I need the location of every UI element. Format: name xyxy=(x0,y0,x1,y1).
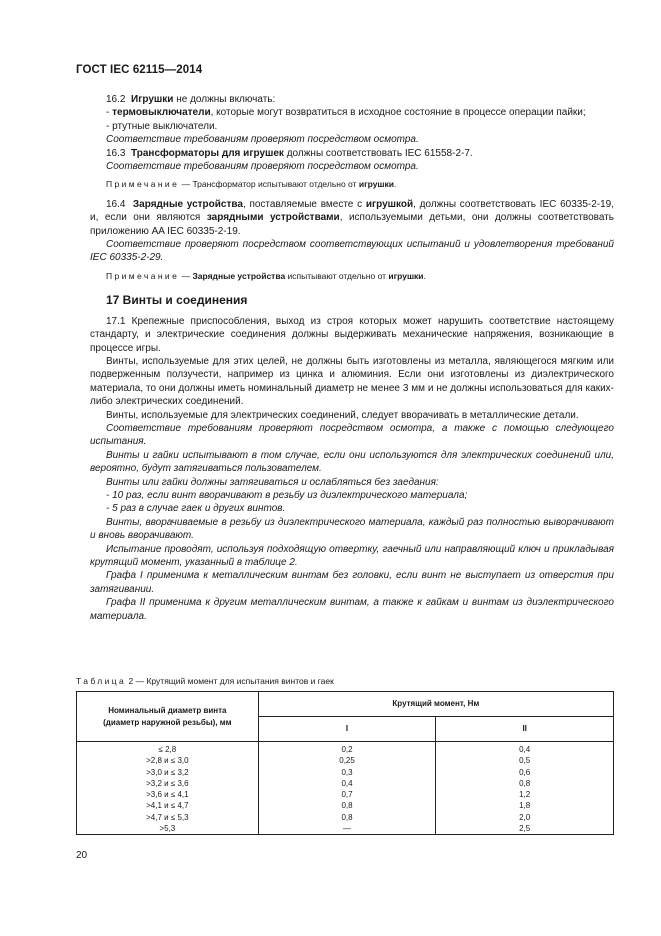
list-dash: - xyxy=(106,107,110,119)
clause-16-2-intro xyxy=(90,93,614,106)
clause-text: , поставляемые вместе с xyxy=(242,198,363,210)
cell-torque-ii: 0,4 xyxy=(436,742,614,756)
column-header-diameter xyxy=(77,692,259,742)
cell-torque-ii: 1,2 xyxy=(436,789,614,800)
clause-term: Трансформаторы для игрушек xyxy=(131,147,284,159)
table-2-caption xyxy=(76,676,334,686)
table-row xyxy=(77,800,614,811)
clause-16-3 xyxy=(90,147,614,160)
cell-torque-ii: 1,8 xyxy=(436,800,614,811)
header-line: (диаметр наружной резьбы), мм xyxy=(103,717,232,727)
cell-torque-i: 0,3 xyxy=(258,767,436,778)
note-term: Зарядные устройства xyxy=(192,270,286,281)
cell-diameter: >2,8 и ≤ 3,0 xyxy=(77,755,259,766)
cell-torque-ii: 0,6 xyxy=(436,767,614,778)
column-header-torque: Крутящий момент, Нм xyxy=(258,692,613,717)
torque-table xyxy=(76,691,614,835)
note-term: игрушки xyxy=(388,270,424,281)
cell-diameter: >4,1 и ≤ 4,7 xyxy=(77,800,259,811)
table-row xyxy=(77,789,614,800)
term-thermoswitch: термовыключатели xyxy=(112,107,211,119)
item-text: , которые могут возвратиться в исходное состояние в процессе операции пайки; xyxy=(210,107,586,119)
page-number: 20 xyxy=(76,850,88,861)
table-row xyxy=(77,812,614,823)
list-item-10-times: - 10 раз, если винт вворачивают в резьбу из диэлектрического материала; xyxy=(106,489,468,501)
clause-16-3-check: Соответствие требованиям проверяют посредством осмотра. xyxy=(106,161,419,173)
cell-torque-i: 0,2 xyxy=(258,742,436,756)
paragraph-screws-material: Винты, используемые для этих целей, не должны быть изготовлены из металла, являющегося мягким или подверженным ползучести, например из цинка и алюминия. Если они изготовлены из диэлектрического материала, то они должны иметь номинальный диаметр не менее 3 мм и не должны использоваться для каких-либо электрических соединений. xyxy=(90,355,614,408)
note-end: . xyxy=(423,270,426,281)
note-text: испытывают отдельно от xyxy=(287,270,387,281)
cell-torque-ii: 2,0 xyxy=(436,812,614,823)
note-text: — Трансформатор испытывают отдельно от xyxy=(181,179,357,190)
cell-diameter: >5,3 xyxy=(77,823,259,835)
clause-16-2-item-2: - ртутные выключатели. xyxy=(106,120,218,132)
cell-torque-i: 0,7 xyxy=(258,789,436,800)
section-17-title: 17 Винты и соединения xyxy=(106,293,248,308)
table-row xyxy=(77,767,614,778)
clause-number: 16.3 xyxy=(106,147,126,159)
list-item-5-times: - 5 раз в случае гаек и других винтов. xyxy=(106,503,286,515)
caption-label: Таблица xyxy=(76,676,127,686)
clause-number: 16.4 xyxy=(106,198,126,210)
cell-torque-ii: 0,8 xyxy=(436,778,614,789)
cell-diameter: >4,7 и ≤ 5,3 xyxy=(77,812,259,823)
cell-torque-i: 0,4 xyxy=(258,778,436,789)
note-16-4 xyxy=(90,270,614,283)
cell-diameter: >3,2 и ≤ 3,6 xyxy=(77,778,259,789)
clause-text: , должны соответствовать IEC 60335-2-19, и, если они являются xyxy=(90,198,615,224)
cell-torque-i: 0,25 xyxy=(258,755,436,766)
table-row xyxy=(77,755,614,766)
cell-diameter: ≤ 2,8 xyxy=(77,742,259,756)
cell-torque-ii: 2,5 xyxy=(436,823,614,835)
clause-text: , используемыми детьми, они должны соответствовать приложению AA IEC 60335-2-19. xyxy=(90,212,615,237)
clause-term: Зарядные устройства xyxy=(132,198,243,210)
term-toy: игрушкой xyxy=(365,198,414,210)
header-line: Номинальный диаметр винта xyxy=(108,705,227,715)
document-header: ГОСТ IEC 62115—2014 xyxy=(76,64,203,76)
clause-16-2-check: Соответствие требованиям проверяют посредством осмотра. xyxy=(106,134,419,146)
cell-torque-i: 0,8 xyxy=(258,812,436,823)
term-chargers: зарядными устройствами xyxy=(206,212,340,224)
clause-number: 16.2 xyxy=(106,94,126,105)
clause-17-1: 17.1 Крепежные приспособления, выход из строя которых может нарушить соответствие настоящему стандарту, и электрические соединения должны выдерживать механические напряжения, возникающие в процессе игры. xyxy=(90,315,614,354)
torque-table-body xyxy=(77,742,614,835)
paragraph-screws-electrical: Винты, используемые для электрических соединений, следует вворачивать в металлические детали. xyxy=(106,409,579,421)
cell-diameter: >3,0 и ≤ 3,2 xyxy=(77,767,259,778)
note-dash: — xyxy=(181,270,191,281)
cell-diameter: >3,6 и ≤ 4,1 xyxy=(77,789,259,800)
column-header-ii: II xyxy=(436,717,614,742)
cell-torque-i: — xyxy=(258,823,436,835)
table-row xyxy=(77,742,614,756)
clause-term: Игрушки xyxy=(131,94,174,105)
clause-text: не должны включать: xyxy=(176,94,276,105)
note-term: игрушки xyxy=(358,179,394,190)
note-label: Примечание xyxy=(106,270,180,281)
table-row xyxy=(77,778,614,789)
paragraph-compliance: Соответствие требованиям проверяют посредством осмотра, а также с помощью следующего испытания. xyxy=(90,422,614,448)
paragraph-tighten: Винты или гайки должны затягиваться и ослабляться без заедания: xyxy=(106,476,439,488)
clause-text: должны соответствовать IEC 61558-2-7. xyxy=(286,147,473,159)
clause-16-4-check: Соответствие проверяют посредством соответствующих испытаний и удовлетворения требований IEC 60335-2-29. xyxy=(90,239,614,264)
paragraph-test-scope: Винты и гайки испытывают в том случае, если они используются для электрических соединений или, вероятно, будут затягиваться пользователем. xyxy=(90,449,614,475)
paragraph-column-ii: Графа II применима к другим металлическим винтам, а также к гайкам и винтам из диэлектрического материала. xyxy=(90,597,614,622)
note-end: . xyxy=(393,179,397,190)
clause-16-4 xyxy=(90,198,614,238)
note-16-3 xyxy=(90,178,614,191)
paragraph-unscrew: Винты, вворачиваемые в резьбу из диэлектрического материала, каждый раз полностью выворачивают и вновь вворачивают. xyxy=(90,516,614,542)
caption-text: 2 — Крутящий момент для испытания винтов и гаек xyxy=(128,676,334,686)
table-row xyxy=(77,823,614,835)
clause-16-2-item-1 xyxy=(90,106,614,119)
note-label: Примечание xyxy=(106,179,180,190)
paragraph-column-i: Графа I применима к металлическим винтам без головки, если винт не выступает из отверстия при затягивании. xyxy=(90,570,614,595)
cell-torque-ii: 0,5 xyxy=(436,755,614,766)
cell-torque-i: 0,8 xyxy=(258,800,436,811)
column-header-i: I xyxy=(258,717,436,742)
paragraph-test-method: Испытание проводят, используя подходящую отвертку, гаечный или направляющий ключ и прикладывая крутящий момент, указанный в таблице 2. xyxy=(90,543,614,568)
page-body xyxy=(90,93,614,623)
